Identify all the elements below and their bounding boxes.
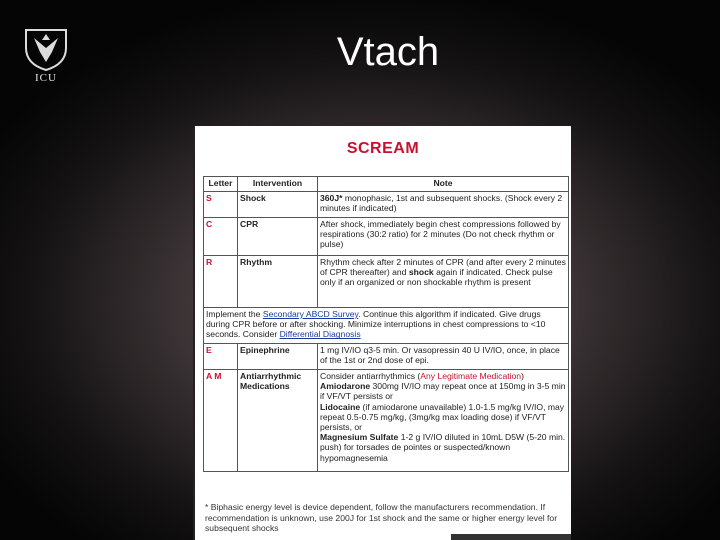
- document-title: SCREAM: [346, 140, 420, 157]
- row-intervention: Shock: [238, 192, 318, 218]
- note-text: Consider antiarrhythmics (: [320, 371, 421, 381]
- table-row: [204, 370, 569, 472]
- row-letter: E: [204, 344, 238, 370]
- note-text: (if amiodarone unavailable) 1.0-1.5 mg/kg IV/IO, may repeat 0.5-0.75 mg/kg, (3mg/kg max loading dose) if VF/VT persists, or: [320, 401, 565, 433]
- table-wide-row: [204, 308, 569, 344]
- wide-note: [204, 308, 569, 344]
- row-note: [318, 192, 569, 218]
- row-intervention: Rhythm: [238, 256, 318, 308]
- note-text: again if indicated. Check pulse only if an organized or non shockable rhythm is present: [320, 267, 553, 288]
- slide-title: Vtach: [336, 30, 440, 74]
- row-note: [318, 370, 569, 472]
- differential-diagnosis-link[interactable]: Differential Diagnosis: [279, 329, 361, 340]
- table-row: [204, 218, 569, 256]
- drug-name: Magnesium Sulfate: [320, 432, 399, 443]
- row-note: 1 mg IV/IO q3-5 min. Or vasopressin 40 U IV/IO, once, in place of the 1st or 2nd dose of epi.: [318, 344, 569, 370]
- note-text: ): [521, 371, 524, 381]
- note-text: 1-2 g IV/IO diluted in 10mL D5W (5-20 min. push) for torsades de pointes or suspected/known hypomagnesemia: [320, 432, 566, 463]
- row-note: After shock, immediately begin chest compressions followed by respirations (30:2 ratio) for 2 minutes (Do not check rhythm or pulse): [318, 218, 569, 256]
- note-text: Implement the: [206, 309, 263, 319]
- row-letter: R: [204, 256, 238, 308]
- drug-name: Amiodarone: [320, 381, 371, 392]
- row-letter: S: [204, 192, 238, 218]
- header-intervention: Intervention: [238, 177, 318, 192]
- note-text: . Continue this algorithm if indicated. Give drugs during CPR before or after shocking. Minimize interruptions in chest compressions to <10 seconds. Consider: [206, 309, 546, 340]
- table-header-row: [204, 177, 569, 192]
- footnote: * Biphasic energy level is device dependent, follow the manufacturers recommendation. If recommendation is unknown, use 200J for 1st shock and the same or higher energy level for subsequent shocks: [205, 502, 558, 533]
- note-text: monophasic, 1st and subsequent shocks. (Shock every 2 minutes if indicated): [320, 193, 563, 214]
- table-row: [204, 344, 569, 370]
- note-text: 300mg IV/IO may repeat once at 150mg in 3-5 min if VF/VT persists or: [320, 381, 566, 402]
- row-intervention: Antiarrhythmic Medications: [238, 370, 318, 472]
- protocol-document: [193, 126, 571, 540]
- logo-text: ICU: [35, 72, 57, 84]
- row-note: [318, 256, 569, 308]
- note-red: Any Legitimate Medication: [420, 371, 522, 381]
- header-letter: Letter: [204, 177, 238, 192]
- note-bold: 360J*: [320, 193, 343, 203]
- table-row: [204, 256, 569, 308]
- row-letter: C: [204, 218, 238, 256]
- note-text: Rhythm check after 2 minutes of CPR (and after every 2 minutes of CPR thereafter) and: [320, 257, 566, 278]
- row-intervention: CPR: [238, 218, 318, 256]
- header-note: Note: [318, 177, 569, 192]
- table-row: [204, 192, 569, 218]
- note-bold: shock: [408, 267, 434, 278]
- row-letter: A M: [204, 370, 238, 472]
- row-intervention: Epinephrine: [238, 344, 318, 370]
- horizontal-scrollbar[interactable]: [451, 534, 571, 540]
- scream-table: [203, 176, 569, 472]
- drug-name: Lidocaine: [320, 401, 361, 412]
- secondary-abcd-link[interactable]: Secondary ABCD Survey: [262, 309, 359, 319]
